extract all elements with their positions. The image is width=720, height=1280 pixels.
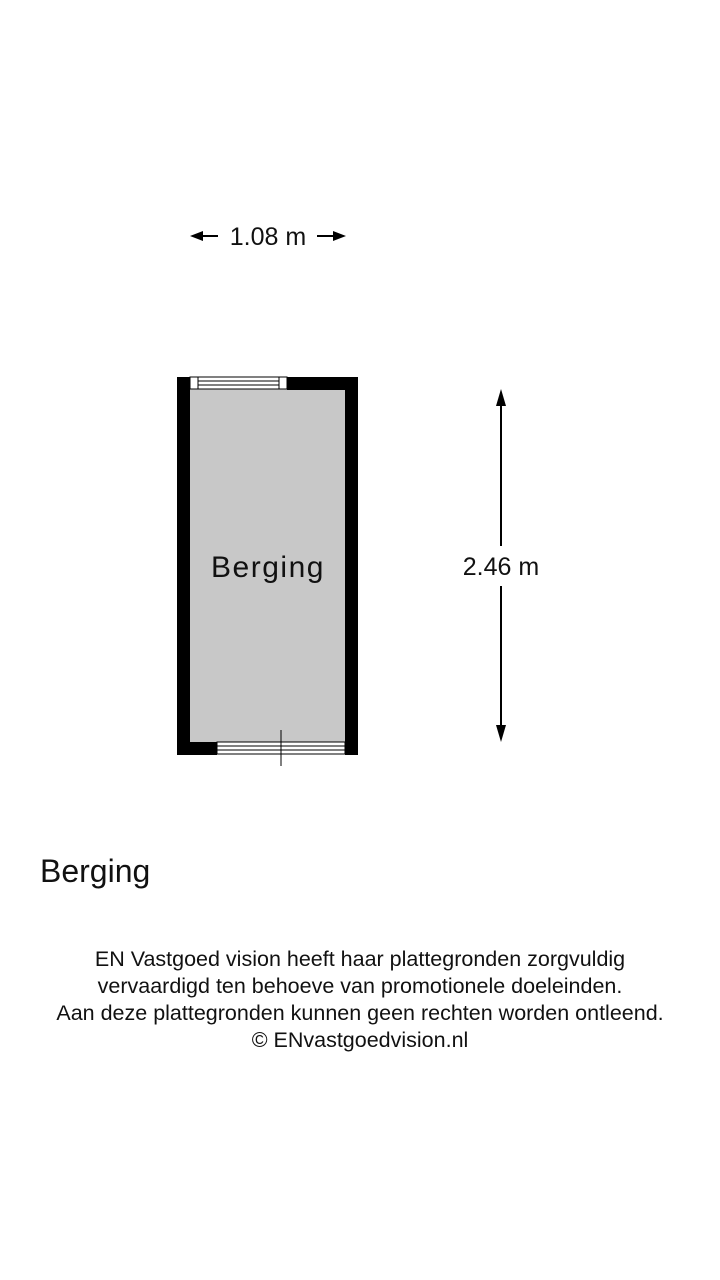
disclaimer [0,946,720,1054]
disclaimer-line-2: vervaardigd ten behoeve van promotionele doeleinden. [97,974,623,998]
room-label: Berging [211,551,325,584]
floor-title: Berging [40,853,151,889]
wall-left [177,377,190,755]
wall-bottom-left [177,742,217,755]
width-dimension-label: 1.08 m [229,223,307,251]
window-top [190,377,287,389]
disclaimer-line-1: EN Vastgoed vision heeft haar plattegronden zorgvuldig [94,947,626,971]
disclaimer-line-3: Aan deze plattegronden kunnen geen rechten worden ontleend. [56,1001,664,1025]
height-dimension-label: 2.46 m [462,553,540,581]
copyright-line: © ENvastgoedvision.nl [251,1028,469,1052]
wall-top-right [287,377,358,390]
wall-right [345,377,358,755]
